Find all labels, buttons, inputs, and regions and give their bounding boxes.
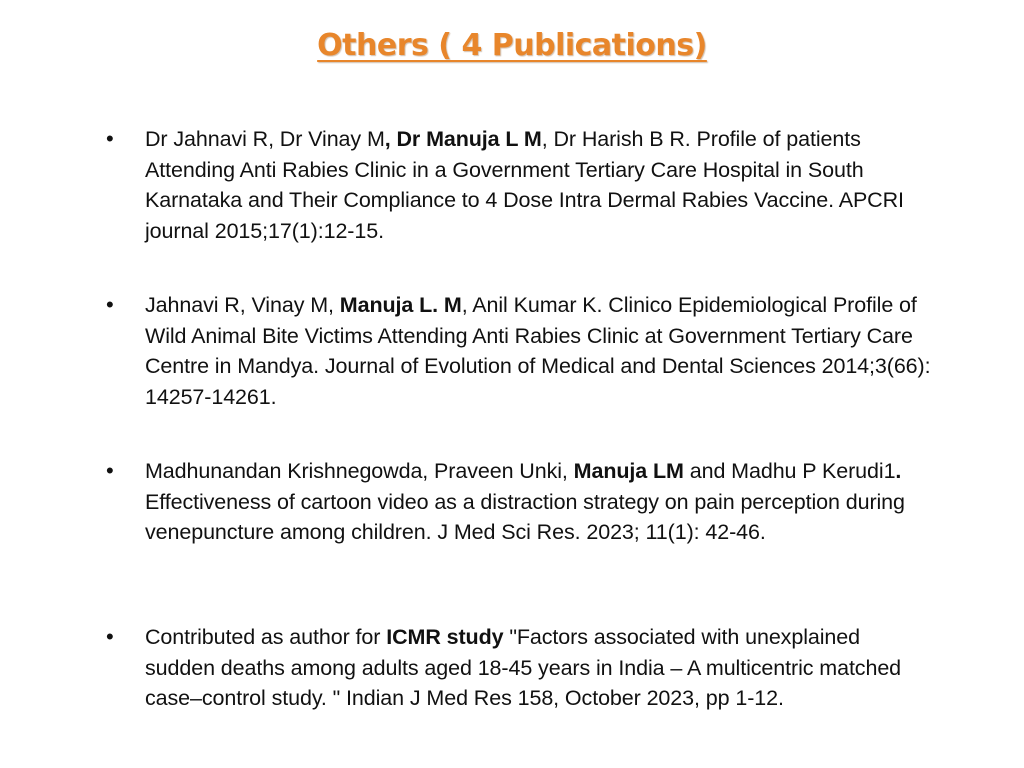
publication-authors-2: Jahnavi R, Vinay M, [145, 293, 340, 317]
publication-authors-3b: and Madhu P Kerudi1 [683, 459, 896, 483]
publication-authors-1: Dr Jahnavi R, Dr Vinay M [145, 127, 385, 151]
publication-details-4: "Factors associated with unexplained sudden deaths among adults aged 18-45 years in India – A multicentric matched case–control study. " Indian J Med Res 158, October 2023, pp 1-12. [145, 625, 902, 710]
publication-authors-3: Madhunandan Krishnegowda, Praveen Unki, [145, 459, 574, 483]
bullet-icon: • [106, 292, 114, 317]
publication-highlight-2: Manuja L. M [339, 293, 462, 317]
publication-highlight-1: , Dr Manuja L M [384, 127, 542, 151]
bullet-icon: • [106, 126, 114, 151]
publication-text-2 [145, 290, 935, 412]
publication-text-4 [145, 622, 935, 714]
publication-details-1: , Dr Harish B R. Profile of patients Attending Anti Rabies Clinic in a Government Tertiary Care Hospital in South Karnataka and Their Compliance to 4 Dose Intra Dermal Rabies Vaccine. APCRI journal 2015;17(1):12-15. [145, 127, 904, 243]
slide-title-text: Others ( 4 Publications) [317, 28, 707, 63]
bullet-icon: • [106, 458, 114, 483]
publication-highlight-3: Manuja LM [573, 459, 684, 483]
publication-details-2: , Anil Kumar K. Clinico Epidemiological Profile of Wild Animal Bite Victims Attending Anti Rabies Clinic at Government Tertiary Care Centre in Mandya. Journal of Evolution of Medical and Dental Sciences 2014;3(66): 14257-14261. [145, 293, 931, 409]
bullet-icon: • [106, 624, 114, 649]
publication-text-1 [145, 124, 935, 246]
publication-text-3 [145, 456, 935, 548]
publication-highlight-4: ICMR study [386, 625, 504, 649]
publication-punct-3: . [895, 459, 902, 483]
publication-details-3: Effectiveness of cartoon video as a distraction strategy on pain perception during venepuncture among children. J Med Sci Res. 2023; 11(1): 42-46. [145, 489, 905, 544]
publication-intro-4: Contributed as author for [145, 625, 387, 649]
